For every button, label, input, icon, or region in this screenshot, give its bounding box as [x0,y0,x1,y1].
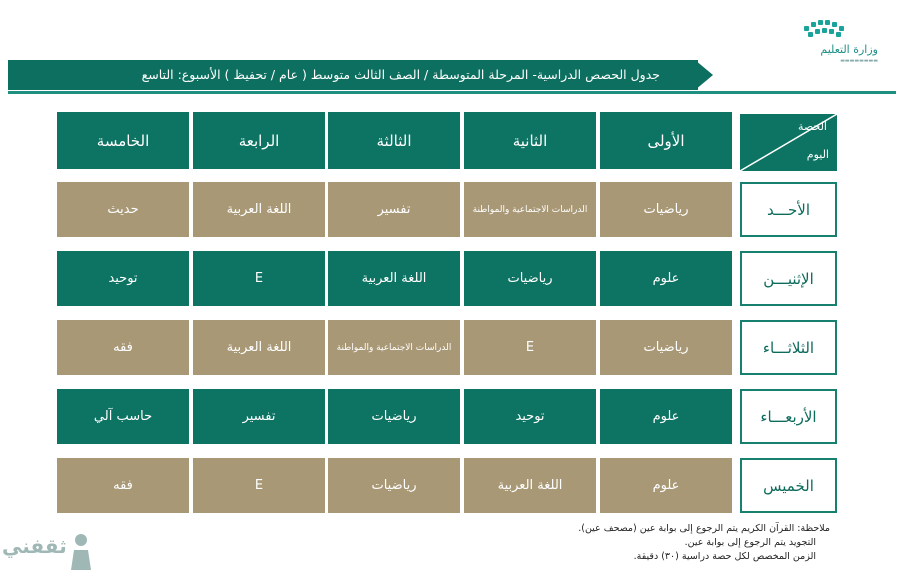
note-quran: ملاحظة: القرآن الكريم يتم الرجوع إلى بوابة عين (مصحف عين). [578,523,830,534]
table-cell: علوم [600,251,732,306]
corner-day-label: اليوم [806,148,829,161]
table-cell: علوم [600,389,732,444]
table-cell: رياضيات [328,389,460,444]
watermark-figure-icon [68,532,94,572]
period-header-4: الرابعة [193,112,325,169]
period-header-1: الأولى [600,112,732,169]
day-label-monday: الإثنيـــن [740,251,837,306]
corner-header-cell [740,114,837,171]
title-underline [8,91,896,94]
table-cell: فقه [57,320,189,375]
watermark-text: ثقفني [2,534,67,558]
table-cell: توحيد [57,251,189,306]
table-cell: الدراسات الاجتماعية والمواطنة [328,320,460,375]
table-cell: رياضيات [464,251,596,306]
notes-block [520,522,830,564]
logo-dots-icon [804,18,844,40]
ministry-name: وزارة التعليم [820,43,878,56]
table-cell: اللغة العربية [193,320,325,375]
table-cell: E [193,458,325,513]
table-cell: تفسير [328,182,460,237]
ministry-logo [770,18,878,64]
note-tajweed: التجويد يتم الرجوع إلى بوابة عين. [684,537,816,548]
note-duration: الزمن المخصص لكل حصة دراسية (٣٠) دقيقة. [633,551,816,562]
table-cell: رياضيات [328,458,460,513]
table-cell: توحيد [464,389,596,444]
corner-period-label: الحصة [798,120,827,133]
period-header-3: الثالثة [328,112,460,169]
table-cell: اللغة العربية [328,251,460,306]
day-label-tuesday: الثلاثـــاء [740,320,837,375]
watermark-logo [2,528,102,578]
table-cell: رياضيات [600,320,732,375]
table-cell: E [464,320,596,375]
table-cell: علوم [600,458,732,513]
table-cell: فقه [57,458,189,513]
table-cell: اللغة العربية [464,458,596,513]
page-title: جدول الحصص الدراسية- المرحلة المتوسطة / الصف الثالث متوسط ( عام / تحفيظ ) الأسبوع: التاسع [141,67,660,82]
day-label-sunday: الأحـــد [740,182,837,237]
table-cell: تفسير [193,389,325,444]
day-label-thursday: الخميس [740,458,837,513]
title-arrow-shape [695,60,713,90]
table-cell: رياضيات [600,182,732,237]
day-label-wednesday: الأربعـــاء [740,389,837,444]
period-header-2: الثانية [464,112,596,169]
table-cell: حديث [57,182,189,237]
table-cell: E [193,251,325,306]
table-cell: اللغة العربية [193,182,325,237]
logo-subline-icon: ▬▬▬▬▬▬▬▬ [840,58,878,64]
period-header-5: الخامسة [57,112,189,169]
table-cell: حاسب آلي [57,389,189,444]
table-cell: الدراسات الاجتماعية والمواطنة [464,182,596,237]
